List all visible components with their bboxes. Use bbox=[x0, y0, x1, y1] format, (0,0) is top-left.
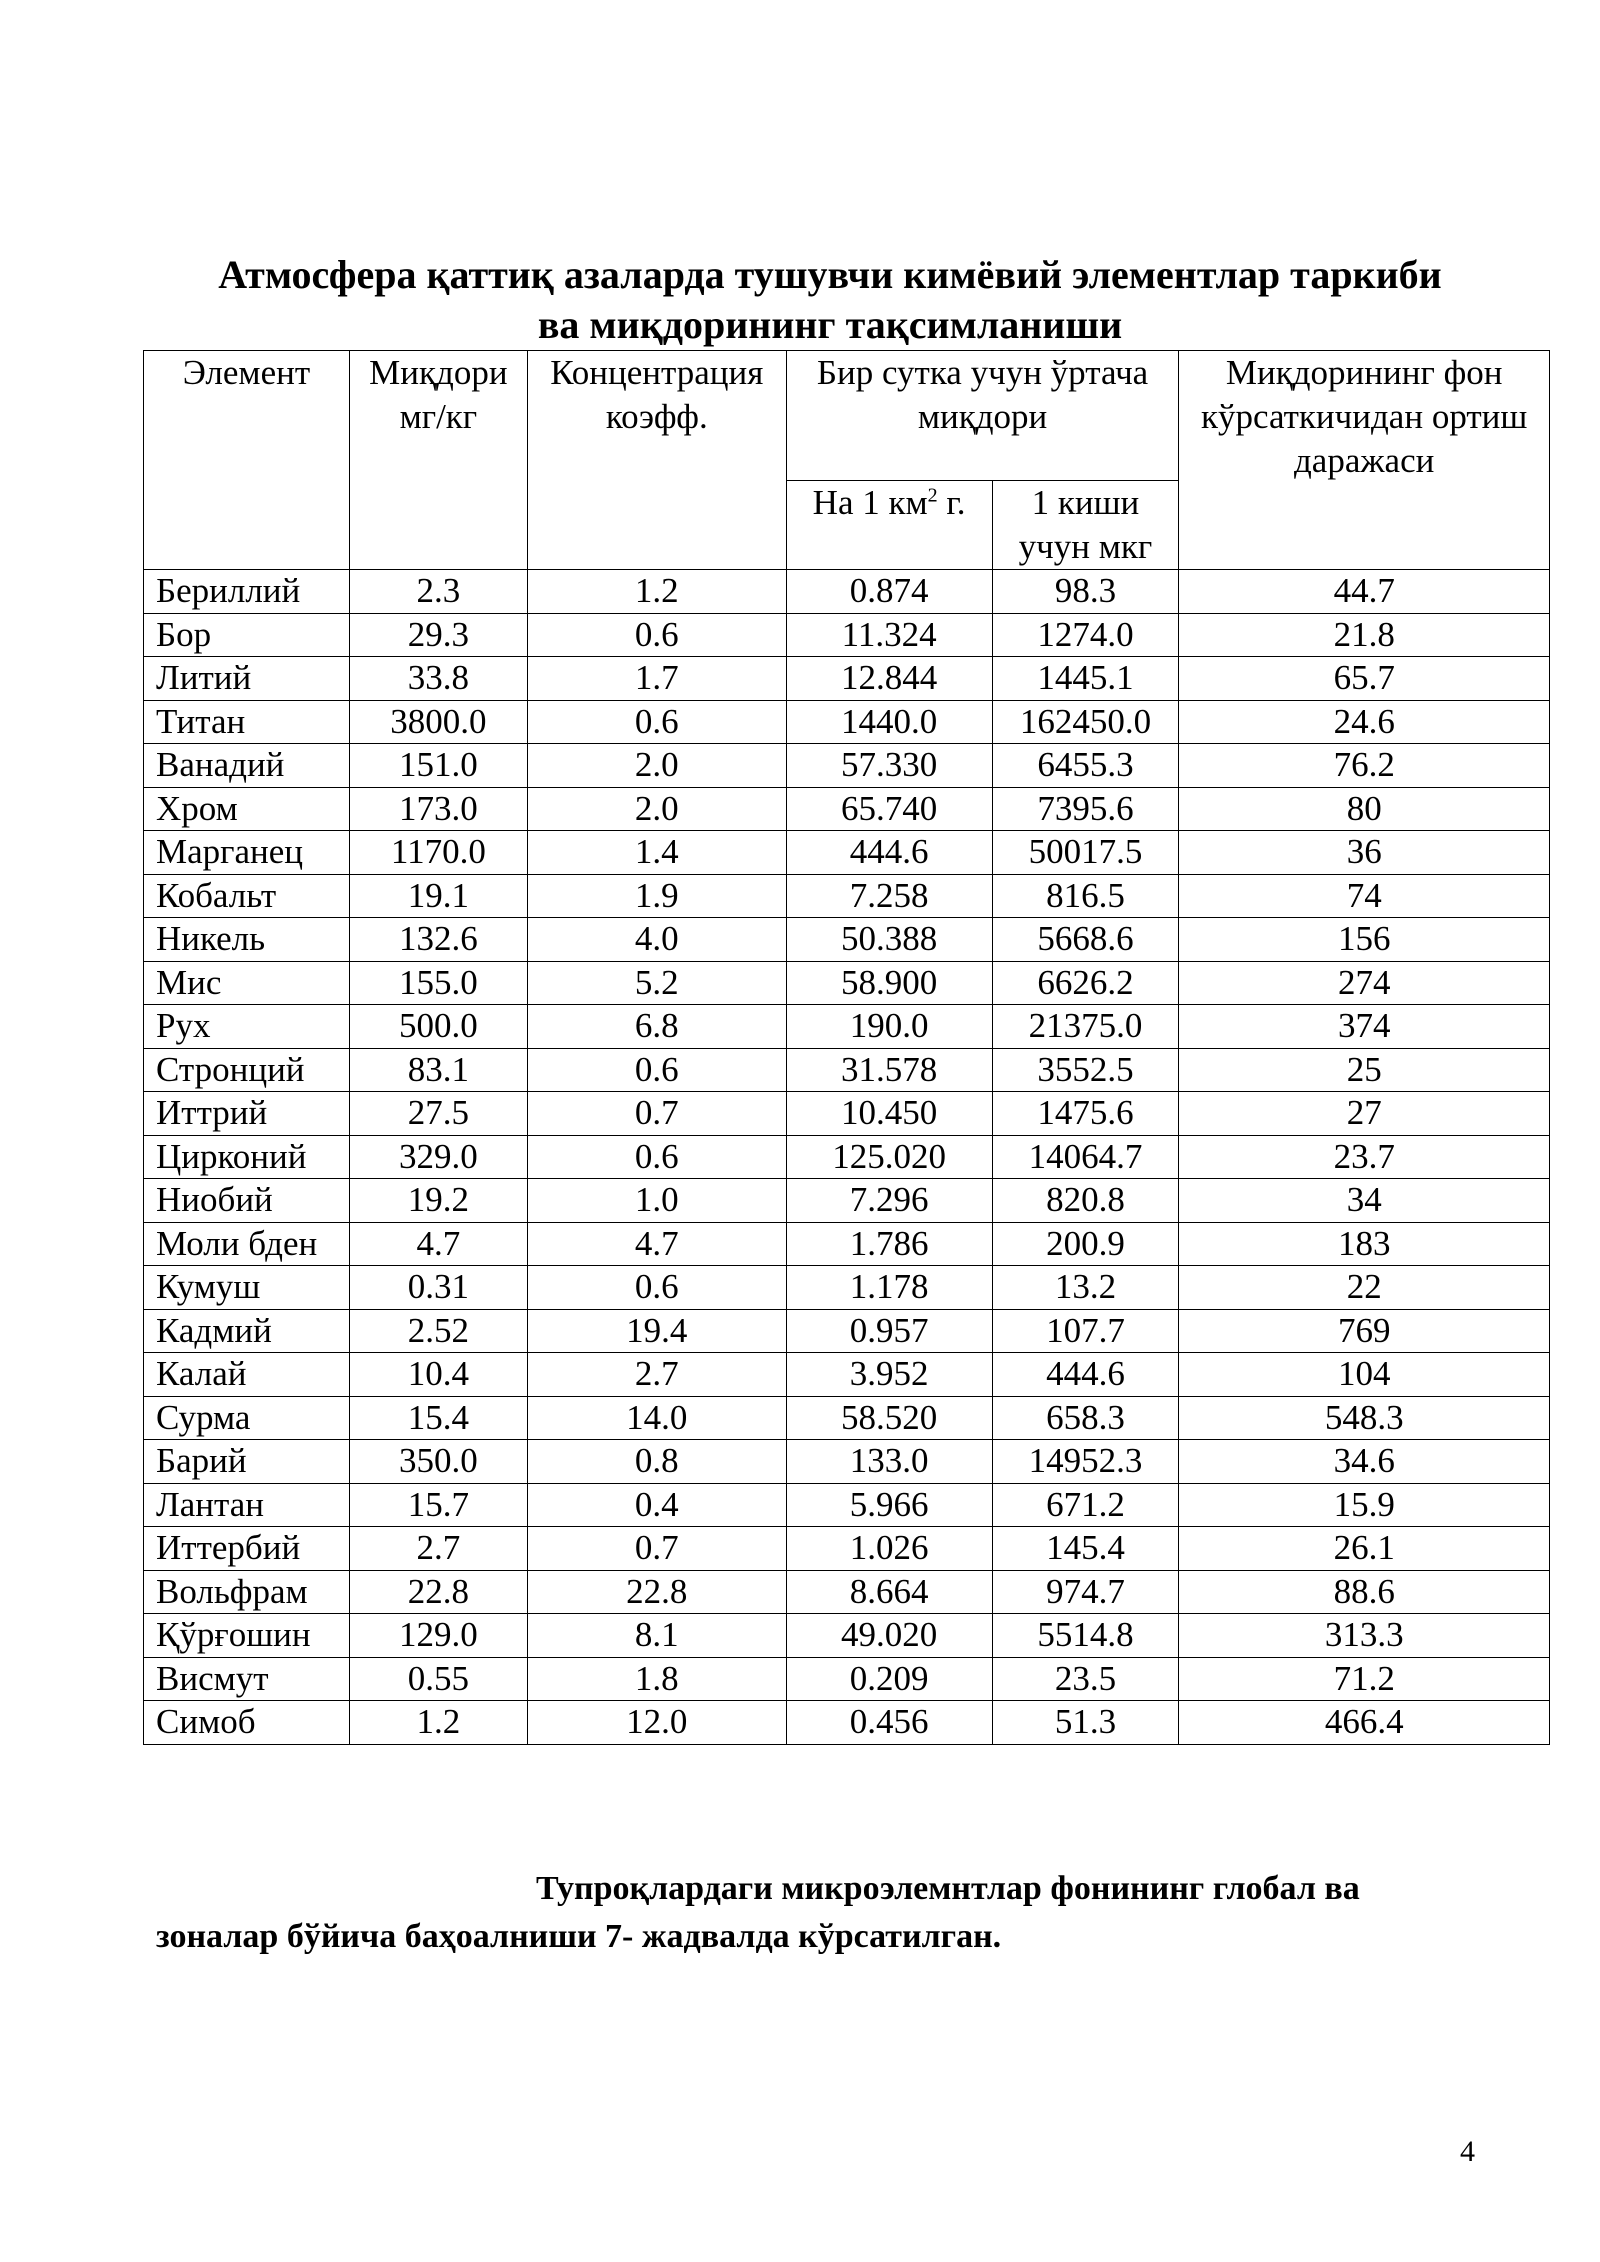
header-concentration: Концентрация коэфф. bbox=[527, 351, 786, 570]
per-km2-cell: 0.456 bbox=[786, 1701, 992, 1745]
table-row bbox=[144, 613, 1550, 657]
element-name-cell: Стронций bbox=[144, 1048, 350, 1092]
amount-cell: 10.4 bbox=[349, 1353, 527, 1397]
per-km2-cell: 57.330 bbox=[786, 744, 992, 788]
concentration-cell: 1.0 bbox=[527, 1179, 786, 1223]
background-excess-cell: 34.6 bbox=[1179, 1440, 1550, 1484]
background-excess-cell: 22 bbox=[1179, 1266, 1550, 1310]
element-name-cell: Барий bbox=[144, 1440, 350, 1484]
element-name-cell: Никель bbox=[144, 918, 350, 962]
per-km2-cell: 7.258 bbox=[786, 874, 992, 918]
element-name-cell: Хром bbox=[144, 787, 350, 831]
per-km2-cell: 1.026 bbox=[786, 1527, 992, 1571]
background-excess-cell: 24.6 bbox=[1179, 700, 1550, 744]
concentration-cell: 1.8 bbox=[527, 1657, 786, 1701]
per-km2-cell: 10.450 bbox=[786, 1092, 992, 1136]
per-person-cell: 5668.6 bbox=[992, 918, 1179, 962]
table-row bbox=[144, 700, 1550, 744]
amount-cell: 19.2 bbox=[349, 1179, 527, 1223]
per-person-cell: 98.3 bbox=[992, 570, 1179, 614]
per-person-cell: 658.3 bbox=[992, 1396, 1179, 1440]
element-name-cell: Ванадий bbox=[144, 744, 350, 788]
per-person-cell: 200.9 bbox=[992, 1222, 1179, 1266]
amount-cell: 2.3 bbox=[349, 570, 527, 614]
per-person-cell: 816.5 bbox=[992, 874, 1179, 918]
per-person-cell: 51.3 bbox=[992, 1701, 1179, 1745]
element-name-cell: Вольфрам bbox=[144, 1570, 350, 1614]
background-excess-cell: 23.7 bbox=[1179, 1135, 1550, 1179]
per-person-cell: 820.8 bbox=[992, 1179, 1179, 1223]
per-person-cell: 671.2 bbox=[992, 1483, 1179, 1527]
amount-cell: 4.7 bbox=[349, 1222, 527, 1266]
concentration-cell: 0.6 bbox=[527, 1266, 786, 1310]
per-km2-cell: 58.900 bbox=[786, 961, 992, 1005]
table-row bbox=[144, 1483, 1550, 1527]
amount-cell: 29.3 bbox=[349, 613, 527, 657]
background-excess-cell: 21.8 bbox=[1179, 613, 1550, 657]
table-row bbox=[144, 570, 1550, 614]
per-person-cell: 13.2 bbox=[992, 1266, 1179, 1310]
background-excess-cell: 26.1 bbox=[1179, 1527, 1550, 1571]
per-km2-cell: 31.578 bbox=[786, 1048, 992, 1092]
table-row bbox=[144, 1048, 1550, 1092]
per-km2-cell: 11.324 bbox=[786, 613, 992, 657]
element-name-cell: Иттербий bbox=[144, 1527, 350, 1571]
table-row bbox=[144, 874, 1550, 918]
amount-cell: 500.0 bbox=[349, 1005, 527, 1049]
per-person-cell: 1274.0 bbox=[992, 613, 1179, 657]
amount-cell: 132.6 bbox=[349, 918, 527, 962]
background-excess-cell: 34 bbox=[1179, 1179, 1550, 1223]
concentration-cell: 0.7 bbox=[527, 1092, 786, 1136]
element-name-cell: Симоб bbox=[144, 1701, 350, 1745]
per-km2-cell: 444.6 bbox=[786, 831, 992, 875]
background-excess-cell: 548.3 bbox=[1179, 1396, 1550, 1440]
background-excess-cell: 44.7 bbox=[1179, 570, 1550, 614]
amount-cell: 151.0 bbox=[349, 744, 527, 788]
per-km-prefix: На 1 км bbox=[812, 483, 928, 522]
closing-text: Тупроқлардаги микроэлемнтлар фонининг глобал ва зоналар бўйича баҳоалниши 7- жадвалда кўрсатилган. bbox=[156, 1870, 1360, 1955]
background-excess-cell: 80 bbox=[1179, 787, 1550, 831]
element-name-cell: Иттрий bbox=[144, 1092, 350, 1136]
amount-cell: 2.7 bbox=[349, 1527, 527, 1571]
background-excess-cell: 466.4 bbox=[1179, 1701, 1550, 1745]
concentration-cell: 5.2 bbox=[527, 961, 786, 1005]
header-amount: Миқдори мг/кг bbox=[349, 351, 527, 570]
background-excess-cell: 313.3 bbox=[1179, 1614, 1550, 1658]
background-excess-cell: 274 bbox=[1179, 961, 1550, 1005]
amount-cell: 19.1 bbox=[349, 874, 527, 918]
table-row bbox=[144, 1440, 1550, 1484]
per-km2-cell: 3.952 bbox=[786, 1353, 992, 1397]
element-name-cell: Калай bbox=[144, 1353, 350, 1397]
per-person-cell: 162450.0 bbox=[992, 700, 1179, 744]
element-name-cell: Кобальт bbox=[144, 874, 350, 918]
header-per-km2 bbox=[786, 481, 992, 570]
element-name-cell: Моли бден bbox=[144, 1222, 350, 1266]
background-excess-cell: 156 bbox=[1179, 918, 1550, 962]
amount-cell: 15.4 bbox=[349, 1396, 527, 1440]
concentration-cell: 8.1 bbox=[527, 1614, 786, 1658]
element-name-cell: Лантан bbox=[144, 1483, 350, 1527]
per-km2-cell: 133.0 bbox=[786, 1440, 992, 1484]
concentration-cell: 22.8 bbox=[527, 1570, 786, 1614]
per-km2-cell: 0.209 bbox=[786, 1657, 992, 1701]
element-name-cell: Кадмий bbox=[144, 1309, 350, 1353]
concentration-cell: 0.8 bbox=[527, 1440, 786, 1484]
element-name-cell: Цирконий bbox=[144, 1135, 350, 1179]
table-row bbox=[144, 1266, 1550, 1310]
per-km2-cell: 58.520 bbox=[786, 1396, 992, 1440]
amount-cell: 3800.0 bbox=[349, 700, 527, 744]
header-element: Элемент bbox=[144, 351, 350, 570]
table-row bbox=[144, 1614, 1550, 1658]
concentration-cell: 2.0 bbox=[527, 787, 786, 831]
amount-cell: 2.52 bbox=[349, 1309, 527, 1353]
table-row bbox=[144, 918, 1550, 962]
background-excess-cell: 76.2 bbox=[1179, 744, 1550, 788]
amount-cell: 83.1 bbox=[349, 1048, 527, 1092]
background-excess-cell: 27 bbox=[1179, 1092, 1550, 1136]
element-name-cell: Қўрғошин bbox=[144, 1614, 350, 1658]
per-person-cell: 14064.7 bbox=[992, 1135, 1179, 1179]
per-person-cell: 23.5 bbox=[992, 1657, 1179, 1701]
concentration-cell: 19.4 bbox=[527, 1309, 786, 1353]
page-number: 4 bbox=[1460, 2135, 1475, 2168]
background-excess-cell: 374 bbox=[1179, 1005, 1550, 1049]
concentration-cell: 1.7 bbox=[527, 657, 786, 701]
amount-cell: 129.0 bbox=[349, 1614, 527, 1658]
per-km2-cell: 50.388 bbox=[786, 918, 992, 962]
document-title bbox=[120, 250, 1540, 350]
element-name-cell: Мис bbox=[144, 961, 350, 1005]
per-km2-cell: 1.178 bbox=[786, 1266, 992, 1310]
concentration-cell: 1.9 bbox=[527, 874, 786, 918]
table-row bbox=[144, 1005, 1550, 1049]
element-name-cell: Ниобий bbox=[144, 1179, 350, 1223]
concentration-cell: 0.7 bbox=[527, 1527, 786, 1571]
amount-cell: 22.8 bbox=[349, 1570, 527, 1614]
per-person-cell: 21375.0 bbox=[992, 1005, 1179, 1049]
per-person-cell: 1475.6 bbox=[992, 1092, 1179, 1136]
concentration-cell: 2.0 bbox=[527, 744, 786, 788]
table-row bbox=[144, 1135, 1550, 1179]
amount-cell: 173.0 bbox=[349, 787, 527, 831]
background-excess-cell: 104 bbox=[1179, 1353, 1550, 1397]
table-row bbox=[144, 744, 1550, 788]
background-excess-cell: 65.7 bbox=[1179, 657, 1550, 701]
header-per-person: 1 киши учун мкг bbox=[992, 481, 1179, 570]
amount-cell: 0.55 bbox=[349, 1657, 527, 1701]
background-excess-cell: 15.9 bbox=[1179, 1483, 1550, 1527]
element-name-cell: Рух bbox=[144, 1005, 350, 1049]
background-excess-cell: 74 bbox=[1179, 874, 1550, 918]
per-km2-cell: 190.0 bbox=[786, 1005, 992, 1049]
table-row bbox=[144, 1657, 1550, 1701]
concentration-cell: 2.7 bbox=[527, 1353, 786, 1397]
table-row bbox=[144, 657, 1550, 701]
table-row bbox=[144, 1179, 1550, 1223]
concentration-cell: 6.8 bbox=[527, 1005, 786, 1049]
per-person-cell: 6455.3 bbox=[992, 744, 1179, 788]
concentration-cell: 1.4 bbox=[527, 831, 786, 875]
per-km2-cell: 0.874 bbox=[786, 570, 992, 614]
per-person-cell: 444.6 bbox=[992, 1353, 1179, 1397]
element-name-cell: Сурма bbox=[144, 1396, 350, 1440]
table-body bbox=[144, 570, 1550, 1745]
amount-cell: 1.2 bbox=[349, 1701, 527, 1745]
amount-cell: 329.0 bbox=[349, 1135, 527, 1179]
title-line-2: ва миқдорининг тақсимланиши bbox=[537, 302, 1123, 347]
concentration-cell: 1.2 bbox=[527, 570, 786, 614]
element-name-cell: Висмут bbox=[144, 1657, 350, 1701]
per-km2-cell: 49.020 bbox=[786, 1614, 992, 1658]
per-person-cell: 3552.5 bbox=[992, 1048, 1179, 1092]
per-person-cell: 1445.1 bbox=[992, 657, 1179, 701]
background-excess-cell: 88.6 bbox=[1179, 1570, 1550, 1614]
table-row bbox=[144, 787, 1550, 831]
concentration-cell: 0.6 bbox=[527, 1048, 786, 1092]
table-row bbox=[144, 1222, 1550, 1266]
element-name-cell: Кумуш bbox=[144, 1266, 350, 1310]
amount-cell: 33.8 bbox=[349, 657, 527, 701]
per-person-cell: 14952.3 bbox=[992, 1440, 1179, 1484]
concentration-cell: 4.7 bbox=[527, 1222, 786, 1266]
per-km2-cell: 7.296 bbox=[786, 1179, 992, 1223]
closing-paragraph bbox=[156, 1865, 1476, 1961]
per-person-cell: 7395.6 bbox=[992, 787, 1179, 831]
table-row bbox=[144, 1701, 1550, 1745]
per-person-cell: 6626.2 bbox=[992, 961, 1179, 1005]
per-person-cell: 5514.8 bbox=[992, 1614, 1179, 1658]
per-person-cell: 974.7 bbox=[992, 1570, 1179, 1614]
amount-cell: 0.31 bbox=[349, 1266, 527, 1310]
per-km-superscript: 2 bbox=[927, 484, 938, 507]
element-name-cell: Титан bbox=[144, 700, 350, 744]
per-km2-cell: 1440.0 bbox=[786, 700, 992, 744]
table-row bbox=[144, 1396, 1550, 1440]
concentration-cell: 0.6 bbox=[527, 700, 786, 744]
concentration-cell: 14.0 bbox=[527, 1396, 786, 1440]
element-name-cell: Бор bbox=[144, 613, 350, 657]
table-row bbox=[144, 961, 1550, 1005]
per-km2-cell: 65.740 bbox=[786, 787, 992, 831]
table-row bbox=[144, 1353, 1550, 1397]
background-excess-cell: 183 bbox=[1179, 1222, 1550, 1266]
table-row bbox=[144, 1092, 1550, 1136]
amount-cell: 27.5 bbox=[349, 1092, 527, 1136]
background-excess-cell: 36 bbox=[1179, 831, 1550, 875]
element-name-cell: Литий bbox=[144, 657, 350, 701]
background-excess-cell: 769 bbox=[1179, 1309, 1550, 1353]
per-person-cell: 145.4 bbox=[992, 1527, 1179, 1571]
element-name-cell: Бериллий bbox=[144, 570, 350, 614]
per-km2-cell: 0.957 bbox=[786, 1309, 992, 1353]
per-km2-cell: 8.664 bbox=[786, 1570, 992, 1614]
concentration-cell: 12.0 bbox=[527, 1701, 786, 1745]
per-km-suffix: г. bbox=[937, 483, 966, 522]
header-background-excess: Миқдорининг фон кўрсаткичидан ортиш даражаси bbox=[1179, 351, 1550, 570]
element-name-cell: Марганец bbox=[144, 831, 350, 875]
per-km2-cell: 1.786 bbox=[786, 1222, 992, 1266]
table-row bbox=[144, 831, 1550, 875]
elements-table bbox=[143, 350, 1550, 1745]
amount-cell: 1170.0 bbox=[349, 831, 527, 875]
amount-cell: 15.7 bbox=[349, 1483, 527, 1527]
table-row bbox=[144, 1527, 1550, 1571]
per-km2-cell: 5.966 bbox=[786, 1483, 992, 1527]
amount-cell: 350.0 bbox=[349, 1440, 527, 1484]
per-person-cell: 50017.5 bbox=[992, 831, 1179, 875]
background-excess-cell: 71.2 bbox=[1179, 1657, 1550, 1701]
concentration-cell: 0.4 bbox=[527, 1483, 786, 1527]
per-km2-cell: 125.020 bbox=[786, 1135, 992, 1179]
concentration-cell: 0.6 bbox=[527, 613, 786, 657]
table-row bbox=[144, 1570, 1550, 1614]
amount-cell: 155.0 bbox=[349, 961, 527, 1005]
concentration-cell: 0.6 bbox=[527, 1135, 786, 1179]
per-person-cell: 107.7 bbox=[992, 1309, 1179, 1353]
concentration-cell: 4.0 bbox=[527, 918, 786, 962]
header-daily-average: Бир сутка учун ўртача миқдори bbox=[786, 351, 1179, 481]
table-header bbox=[144, 351, 1550, 570]
background-excess-cell: 25 bbox=[1179, 1048, 1550, 1092]
per-km2-cell: 12.844 bbox=[786, 657, 992, 701]
table-row bbox=[144, 1309, 1550, 1353]
title-line-1: Атмосфера қаттиқ азаларда тушувчи кимёвий элементлар таркиби bbox=[218, 252, 1442, 297]
